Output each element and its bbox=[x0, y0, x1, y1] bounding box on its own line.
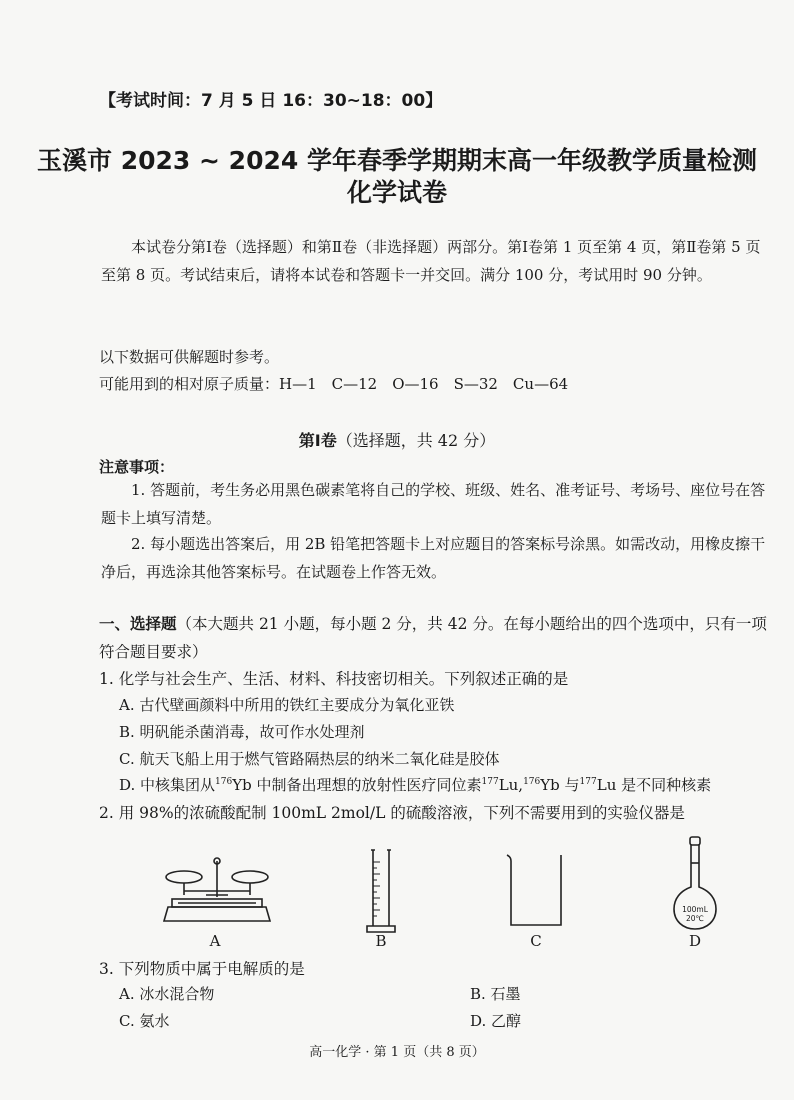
reference-line: 以下数据可供解题时参考。 bbox=[99, 348, 280, 366]
q2-label-a: A bbox=[209, 932, 221, 950]
q3-stem: 3. 下列物质中属于电解质的是 bbox=[99, 960, 305, 978]
q3-option-d: D. 乙醇 bbox=[470, 1012, 522, 1030]
q2-label-c: C bbox=[530, 932, 542, 950]
flask-label bbox=[676, 905, 714, 923]
q3-option-a: A. 冰水混合物 bbox=[119, 985, 215, 1003]
flask-temp: 20℃ bbox=[686, 914, 704, 923]
q1-d-sup3: 176 bbox=[523, 777, 541, 787]
section-heading-bold: 第Ⅰ卷 bbox=[298, 431, 337, 450]
page-footer: 高一化学 · 第 1 页（共 8 页） bbox=[309, 1045, 485, 1060]
notice-item-1: 1. 答题前，考生务必用黑色碳素笔将自己的学校、班级、姓名、准考证号、考场号、座位号在答题卡上填写清楚。 bbox=[101, 481, 766, 527]
q2-label-d: D bbox=[688, 932, 702, 950]
notice-item-2: 2. 每小题选出答案后，用 2B 铅笔把答题卡上对应题目的答案标号涂黑。如需改动，用橡皮擦干净后，再选涂其他答案标号。在试题卷上作答无效。 bbox=[101, 535, 766, 581]
section-heading-rest: （选择题，共 42 分） bbox=[336, 431, 496, 450]
page-title: 玉溪市 2023 ~ 2024 学年春季学期期末高一年级教学质量检测 bbox=[37, 146, 757, 175]
q2-stem: 2. 用 98%的浓硫酸配制 100mL 2mol/L 的硫酸溶液，下列不需要用到的实验仪器是 bbox=[99, 804, 685, 822]
flask-volume: 100mL bbox=[682, 905, 708, 914]
page-subtitle: 化学试卷 bbox=[346, 178, 447, 207]
q1-d-pre: D. 中核集团从 bbox=[119, 776, 216, 794]
q2-label-b: B bbox=[375, 932, 387, 950]
q1-d-sup4: 177 bbox=[579, 777, 597, 787]
q1-option-a: A. 古代壁画颜料中所用的铁红主要成分为氧化亚铁 bbox=[119, 696, 455, 714]
q1-d-sup1: 176 bbox=[215, 777, 233, 787]
intro-paragraph: 本试卷分第Ⅰ卷（选择题）和第Ⅱ卷（非选择题）两部分。第Ⅰ卷第 1 页至第 4 页，第Ⅱ卷第 5 页至第 8 页。考试结束后，请将本试卷和答题卡一并交回。满分 100 分，考试用时 90 分钟。 bbox=[101, 238, 761, 284]
beaker-figure bbox=[505, 853, 567, 931]
q1-option-d bbox=[119, 774, 711, 795]
section-heading bbox=[0, 428, 794, 451]
q1-d-mid1: Yb 中制备出理想的放射性医疗同位素 bbox=[232, 776, 482, 794]
part-heading-bold: 一、选择题 bbox=[99, 615, 177, 633]
q1-d-mid3: Yb 与 bbox=[540, 776, 580, 794]
q1-d-sup2: 177 bbox=[481, 777, 499, 787]
q1-d-mid2: Lu, bbox=[498, 776, 524, 794]
q1-option-c: C. 航天飞船上用于燃气管路隔热层的纳米二氧化硅是胶体 bbox=[119, 750, 500, 768]
part-heading-rest: （本大题共 21 小题，每小题 2 分，共 42 分。在每小题给出的四个选项中，只有一项符合题目要求） bbox=[99, 615, 767, 661]
q3-option-c: C. 氨水 bbox=[119, 1012, 170, 1030]
part-heading bbox=[99, 610, 774, 666]
atomic-mass-line: 可能用到的相对原子质量：H—1 C—12 O—16 S—32 Cu—64 bbox=[99, 375, 569, 393]
balance-figure bbox=[162, 855, 272, 930]
q3-option-b: B. 石墨 bbox=[470, 985, 521, 1003]
q1-option-b: B. 明矾能杀菌消毒，故可作水处理剂 bbox=[119, 723, 365, 741]
notice-title: 注意事项： bbox=[99, 458, 175, 476]
q1-d-end: Lu 是不同种核素 bbox=[596, 776, 712, 794]
q1-stem: 1. 化学与社会生产、生活、材料、科技密切相关。下列叙述正确的是 bbox=[99, 670, 569, 688]
cylinder-figure bbox=[366, 848, 396, 938]
exam-time: 【考试时间：7 月 5 日 16：30~18：00】 bbox=[99, 91, 443, 111]
